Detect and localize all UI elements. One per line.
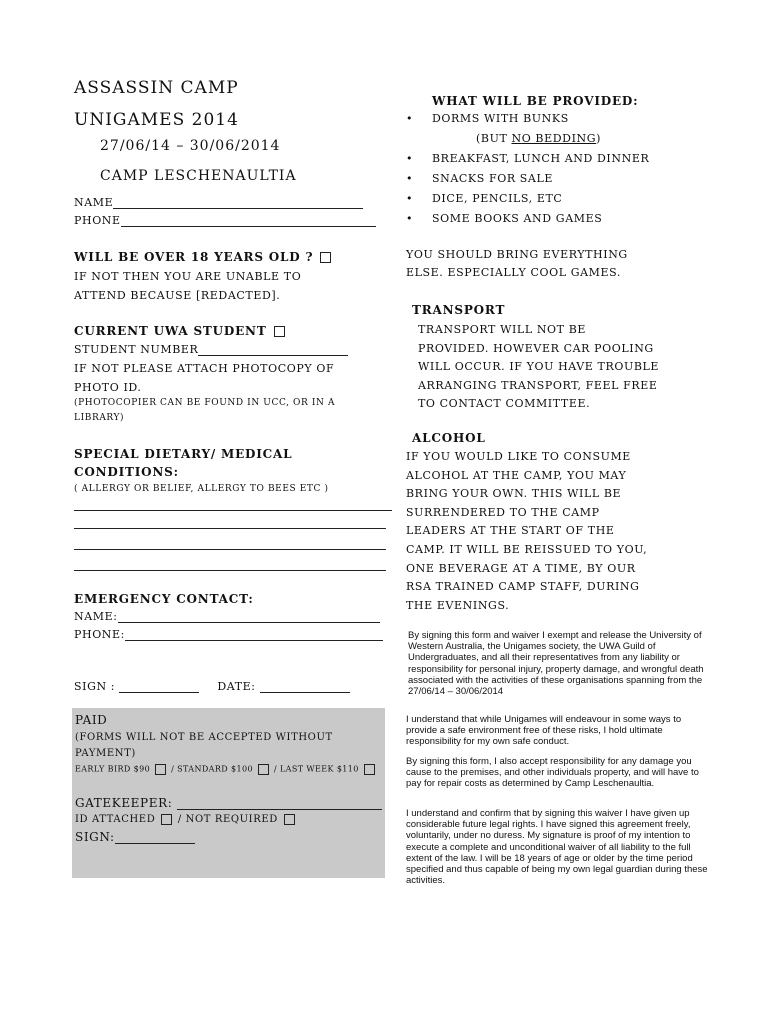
alcohol-line-5: LEADERS AT THE START OF THE [406, 524, 615, 538]
bullet-icon: • [406, 192, 414, 205]
bullet-icon: • [406, 172, 414, 185]
list-item [406, 110, 746, 130]
sign-label: SIGN : [74, 680, 116, 693]
transport-heading: TRANSPORT [412, 303, 506, 317]
emergency-name-row[interactable] [74, 610, 380, 623]
bullet-icon: • [406, 112, 414, 125]
dietary-heading-1: SPECIAL DIETARY/ MEDICAL [74, 447, 293, 461]
alcohol-line-6: CAMP. IT WILL BE REISSUED TO YOU, [406, 542, 648, 556]
bullet-icon: • [406, 212, 414, 225]
emergency-heading: EMERGENCY CONTACT: [74, 592, 254, 606]
age-checkbox[interactable] [320, 252, 331, 263]
list-item [406, 210, 746, 230]
student-checkbox[interactable] [274, 326, 285, 337]
transport-line-5: TO CONTACT COMMITTEE. [418, 397, 591, 411]
age-line-1: IF NOT THEN YOU ARE UNABLE TO [74, 270, 302, 283]
gatekeeper-label: GATEKEEPER: [75, 796, 173, 810]
provided-item-1: DORMS WITH BUNKS [432, 112, 569, 125]
bring-line-1: YOU SHOULD BRING EVERYTHING [406, 248, 628, 261]
age-heading: WILL BE OVER 18 YEARS OLD ? [74, 250, 314, 264]
provided-item-5: SOME BOOKS AND GAMES [432, 212, 603, 225]
provided-item-2: BREAKFAST, LUNCH AND DINNER [432, 152, 650, 165]
dietary-line-4[interactable] [74, 570, 386, 571]
bring-line-2: ELSE. ESPECIALLY COOL GAMES. [406, 266, 621, 279]
waiver-p2: I understand that while Unigames will endeavour in some ways to provide a safe environment free of these risks, I hold ultimate responsibility for my own safe conduct. [406, 714, 682, 748]
transport-line-4: ARRANGING TRANSPORT, FEEL FREE [418, 378, 658, 392]
paid-label: PAID [75, 713, 108, 727]
title-line-2: UNIGAMES 2014 [74, 110, 239, 130]
id-row [75, 814, 297, 825]
transport-line-2: PROVIDED. HOWEVER CAR POOLING [418, 341, 654, 355]
last-week-label: / LAST WEEK $110 [273, 764, 359, 774]
note-prefix: (BUT [476, 132, 512, 145]
early-bird-label: EARLY BIRD $90 [75, 764, 151, 774]
student-number-row[interactable] [74, 343, 348, 356]
transport-line-3: WILL OCCUR. IF YOU HAVE TROUBLE [418, 360, 660, 374]
dietary-heading-2: CONDITIONS: [74, 465, 179, 479]
emergency-phone-label: PHONE: [74, 628, 125, 641]
admin-sign-row [75, 830, 195, 844]
admin-sign-line[interactable] [115, 833, 195, 844]
admin-box [72, 708, 385, 878]
date-label: DATE: [217, 680, 256, 693]
provided-item-1-note [476, 132, 601, 145]
age-question [74, 250, 333, 264]
standard-checkbox[interactable] [258, 764, 269, 775]
date-line[interactable] [260, 682, 350, 693]
list-item [406, 130, 746, 150]
alcohol-line-8: RSA TRAINED CAMP STAFF, DURING [406, 580, 640, 594]
alcohol-line-9: THE EVENINGS. [406, 598, 510, 612]
id-attached-label: ID ATTACHED [75, 814, 156, 825]
dietary-line-2[interactable] [74, 528, 386, 529]
name-label: NAME [74, 196, 114, 209]
note-suffix: ) [596, 132, 602, 145]
phone-field-row[interactable] [74, 214, 376, 227]
student-number-line[interactable] [198, 345, 348, 356]
name-field-row[interactable] [74, 196, 363, 209]
title-line-1: ASSASSIN CAMP [74, 78, 239, 98]
emergency-phone-row[interactable] [74, 628, 383, 641]
student-question [74, 324, 287, 338]
list-item [406, 190, 746, 210]
paid-note-1: (FORMS WILL NOT BE ACCEPTED WITHOUT [75, 732, 333, 743]
sign-line[interactable] [119, 682, 199, 693]
not-required-label: / NOT REQUIRED [177, 814, 278, 825]
phone-label: PHONE [74, 214, 121, 227]
transport-line-1: TRANSPORT WILL NOT BE [418, 323, 587, 336]
alcohol-text [406, 448, 647, 615]
student-heading: CURRENT UWA STUDENT [74, 324, 267, 338]
gatekeeper-line[interactable] [177, 799, 382, 810]
id-attached-checkbox[interactable] [161, 814, 172, 825]
last-week-checkbox[interactable] [364, 764, 375, 775]
transport-text [418, 321, 659, 414]
bullet-icon: • [406, 152, 414, 165]
name-line[interactable] [113, 198, 363, 209]
standard-label: / STANDARD $100 [171, 764, 253, 774]
provided-list [406, 110, 746, 230]
early-bird-checkbox[interactable] [155, 764, 166, 775]
waiver-p1: By signing this form and waiver I exempt and release the University of Western Australia, the Unigames society, the UWA Guild of Undergraduates, and all their representatives from any liability or responsibility for personal injury, property damage, and wrongful death associated with the activities of these organisations spanning from the 27/06/14 – 30/06/2014 [408, 630, 704, 698]
alcohol-line-3: BRING YOUR OWN. THIS WILL BE [406, 487, 622, 501]
dietary-line-3[interactable] [74, 549, 386, 550]
provided-item-4: DICE, PENCILS, ETC [432, 192, 563, 205]
alcohol-heading: ALCOHOL [412, 431, 486, 445]
phone-line[interactable] [121, 216, 376, 227]
waiver-p4: I understand and confirm that by signing this waiver I have given up considerable future legal rights. I have signed this agreement freely, voluntarily, under no duress. My signature is proof of my intention to execute a complete and unconditional waiver of all liability to the full extent of the law. I will be 18 years of age or older by the time period specified and thus capable of being my own legal guardian during these activities. [406, 808, 708, 887]
emergency-phone-line[interactable] [125, 630, 383, 641]
sign-date-row [74, 680, 350, 693]
provided-heading: WHAT WILL BE PROVIDED: [432, 94, 639, 108]
emergency-name-label: NAME: [74, 610, 118, 623]
dietary-line-1[interactable] [74, 510, 392, 511]
alcohol-line-4: SURRENDERED TO THE CAMP [406, 505, 600, 519]
list-item [406, 170, 746, 190]
alcohol-line-7: ONE BEVERAGE AT A TIME, BY OUR [406, 561, 636, 575]
student-line-2: PHOTO ID. [74, 381, 142, 394]
alcohol-line-1: IF YOU WOULD LIKE TO CONSUME [406, 450, 631, 463]
not-required-checkbox[interactable] [284, 814, 295, 825]
student-line-1: IF NOT PLEASE ATTACH PHOTOCOPY OF [74, 362, 335, 375]
admin-sign-label: SIGN: [75, 830, 115, 844]
provided-item-3: SNACKS FOR SALE [432, 172, 554, 185]
no-bedding-underlined: NO BEDDING [511, 132, 597, 145]
gatekeeper-row [75, 796, 382, 810]
camp-dates: 27/06/14 – 30/06/2014 [100, 138, 281, 154]
age-line-2: ATTEND BECAUSE [REDACTED]. [74, 289, 281, 302]
student-note-2: LIBRARY) [74, 413, 125, 423]
student-number-label: STUDENT NUMBER [74, 343, 199, 356]
camp-venue: CAMP LESCHENAULTIA [100, 168, 297, 184]
student-note-1: (PHOTOCOPIER CAN BE FOUND IN UCC, OR IN A [74, 398, 336, 408]
alcohol-line-2: ALCOHOL AT THE CAMP, YOU MAY [406, 468, 627, 482]
payment-options [75, 764, 377, 775]
paid-note-2: PAYMENT) [75, 748, 136, 759]
dietary-note: ( ALLERGY OR BELIEF, ALLERGY TO BEES ETC ) [74, 484, 329, 494]
emergency-name-line[interactable] [118, 612, 380, 623]
list-item [406, 150, 746, 170]
waiver-p3: By signing this form, I also accept responsibility for any damage you cause to the premises, and other individuals property, and will have to pay for repair costs as determined by Camp Leschenaultia. [406, 756, 699, 790]
